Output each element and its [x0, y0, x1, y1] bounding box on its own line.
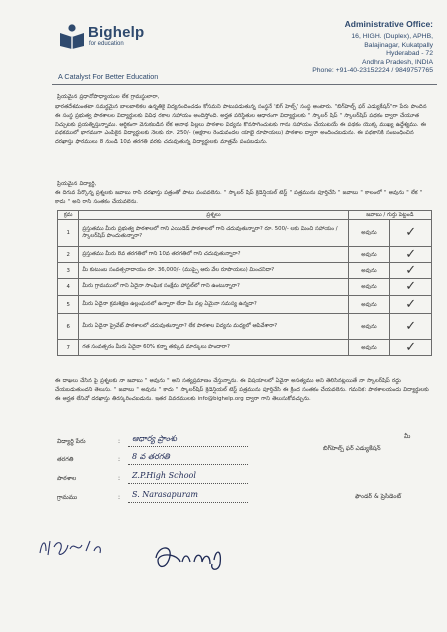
office-line: Hyderabad - 72: [386, 50, 433, 58]
declaration-paragraph: ఈ దాఖలు చేసిన పై ప్రశ్నలకు నా జవాబు " అవును " అని సత్యప్రమాణం చేస్తున్నాను. ఈ విషయాలలో ఏవైనా అసత్యము అని తెలిసినట్లయితే నా స్కాలర్‌షిప్ రద్దు చేయబడుతుందని తెలుసు. " జవాబు " అవును " కాదు " స్కాలర్‌షిప్ క్రెడెన్షియల్ టెస్ట్ పత్రమును పూర్తిచేసి ఈ క్రింద సంతకం చేయవలెను. గమనిక: పాఠశాలయందు విద్యార్థులకు ఈ అర్హత లేనిచో దరఖాస్తు తిరస్కరించబడును. ఇతర వివరములకు info@bighelp.org ద్వారా గాని తెలుసుకోవచ్చును.: [55, 378, 429, 402]
row-question: ప్రస్తుతము మీరు 8వ తరగతిలో గాని 10వ తరగతిలో గాని చదువుతున్నారా?: [79, 247, 348, 263]
tick-mark-icon: ✓: [390, 314, 432, 340]
office-title: Administrative Office:: [344, 19, 433, 29]
office-address: [253, 19, 433, 76]
table-row: [58, 314, 432, 340]
row-answer: అవును: [348, 220, 390, 247]
tick-mark-icon: ✓: [390, 296, 432, 314]
name-underline: [128, 446, 248, 447]
village-underline: [128, 502, 248, 503]
row-answer: అవును: [348, 263, 390, 279]
greeting: ప్రియమైన ప్రధానోపాధ్యాయుల లేక గ్రామస్థులారా,: [57, 94, 160, 100]
intro-paragraph: భారతదేశమంతటా సమర్థమైన బాలబాలికల ఉన్నతికై విద్యనందించడం కోసమని పాటుపడుతున్న సంస్థనే 'బిగ్ హెల్ప్' సంస్థ అంటారు. "బిగ్‌హెల్ప్ ఫర్ ఎడ్యుకేషన్"గా పేరు పొందిన ఈ సంస్థ ప్రభుత్వ పాఠశాలల విద్యార్థులకు వివిధ రకాల సహాయం అందిస్తోంది. అర్హత పరిస్థితుల ఆధారంగా విద్యార్థులకు " స్కాలర్ షిప్ " స్కాలర్‌షిప్ పథకం ద్వారా చేయూత నిచ్చుటకు ప్రయత్నిస్తున్నాము. ఆర్థికంగా వెనుకబడిన లేక అనాథ పిల్లలు పాఠశాల విద్యను కొనసాగించుటకు గాను సహాయం చేయుటయే ఈ పథకం యొక్క ముఖ్య ఉద్దేశ్యము. ఈ పథకములో భాగముగా ఎంపికైన విద్యార్థులకు నెలకు రూ. 250/- (అక్షరాల రెండువందల యాభై రూపాయలు) పాఠశాల ద్వారా అందించబడును. ఈ పథకానికి సంబంధించిన దరఖాస్తు ఫారములు 8 నుండి 10వ తరగతి వరకు చదువుతున్న విద్యార్థులకు మాత్రమే పంపబడును.: [55, 104, 427, 146]
row-number: 1: [58, 220, 79, 247]
col-question: ప్రశ్నలు: [79, 211, 348, 220]
student-signature: [150, 540, 230, 574]
row-number: 4: [58, 279, 79, 296]
organization-signoff: బిగ్‌హెల్ప్ ఫర్ ఎడ్యుకేషన్: [323, 445, 381, 452]
row-question: మీ కుటుంబ సంవత్సరాదాయం రూ. 36,000/- (ముప్పై ఆరు వేల రూపాయలు) మించనిదా?: [79, 263, 348, 279]
row-answer: అవును: [348, 279, 390, 296]
row-question: మీరు ఏదైనా క్రమశిక్షణ ఉల్లంఘనలో ఉన్నారా లేదా మీ వల్ల ఏమైనా సమస్య ఉన్నదా?: [79, 296, 348, 314]
row-question: మీరు ఏదైనా ప్రైవేట్ పాఠశాలలో చదువుతున్నారా? లేక పాఠశాల విద్యను మధ్యలో ఆపివేశారా?: [79, 314, 348, 340]
row-number: 5: [58, 296, 79, 314]
student-name-value: ఆధార్య ప్రాంశు: [132, 434, 178, 443]
header-divider: [52, 84, 437, 85]
table-row: [58, 296, 432, 314]
col-serial: క్రమ: [58, 211, 79, 220]
office-phone: Phone: +91-40-23152224 / 9849757765: [312, 67, 433, 75]
table-row: [58, 220, 432, 247]
row-answer: అవును: [348, 296, 390, 314]
village-value: S. Narasapuram: [132, 490, 198, 499]
regards-label: మీ: [404, 433, 411, 440]
row-answer: అవును: [348, 340, 390, 356]
brand-subtitle: for education: [89, 41, 124, 47]
tick-mark-icon: ✓: [390, 340, 432, 356]
tick-mark-icon: ✓: [390, 279, 432, 296]
table-row: [58, 279, 432, 296]
row-number: 3: [58, 263, 79, 279]
table-row: [58, 263, 432, 279]
class-label: తరగతి: [57, 456, 74, 463]
instructions-paragraph: ఈ దిగువ పేర్కొన్న ప్రశ్నలకు జవాబు రాసి దరఖాస్తు పత్రంతో పాటు పంపవలెను. " స్కాలర్ షిప్ క్రెడెన్షియల్ టెస్ట్ " పత్రమును పూర్తిచేసి " జవాబు " కాలంలో " అవును " లేక " కాదు " అని రాసి సంతకం చేయవలెను.: [55, 190, 423, 205]
student-salutation: ప్రియమైన విద్యార్థి,: [57, 181, 97, 187]
row-number: 2: [58, 247, 79, 263]
class-underline: [128, 464, 248, 465]
tick-mark-icon: ✓: [390, 263, 432, 279]
student-name-label: విద్యార్థి పేరు: [57, 438, 86, 445]
school-underline: [128, 483, 248, 484]
tagline: A Catalyst For Better Education: [58, 72, 159, 81]
table-header-row: [58, 211, 432, 220]
tick-mark-icon: ✓: [390, 220, 432, 247]
office-line: 16, HIGH. (Duplex), APHB,: [351, 33, 433, 40]
office-line: Balajinagar, Kukatpally: [364, 41, 433, 49]
col-answer: జవాబు / గుర్తు పెట్టండి: [348, 211, 431, 220]
school-value: Z.P.High School: [132, 471, 196, 480]
class-value: 8 వ తరగతి: [132, 452, 170, 461]
brand-name: Bighelp: [88, 24, 145, 41]
tick-mark-icon: ✓: [390, 247, 432, 263]
row-answer: అవును: [348, 314, 390, 340]
row-question: గత సంవత్సరం మీరు ఏదైనా 60% కన్నా తక్కువ మార్కులు పొందారా?: [79, 340, 348, 356]
row-number: 6: [58, 314, 79, 340]
headmaster-signature: [36, 533, 116, 559]
row-question: మీరు గ్రామములో గాని ఏదైనా సాంఘిక సంక్షేమ హాస్టల్‌లో గాని ఉంటున్నారా?: [79, 279, 348, 296]
office-line: Andhra Pradesh, INDIA: [361, 58, 433, 66]
table-row: [58, 247, 432, 263]
president-title: ఫౌండర్ & ప్రెసిడెంట్: [355, 493, 402, 500]
village-label: గ్రామము: [57, 494, 78, 501]
eligibility-table: [57, 210, 432, 356]
row-question: ప్రస్తుతము మీరు ప్రభుత్వ పాఠశాలలో గాని ఎయిడెడ్ పాఠశాలలో గాని చదువుతున్నారా? రూ. 500/- లకు మించి సహాయం / స్కాలర్‌షిప్ పొందుతున్నారా?: [79, 220, 348, 247]
table-row: [58, 340, 432, 356]
school-label: పాఠశాల: [57, 475, 77, 482]
row-answer: అవును: [348, 247, 390, 263]
letter-page: Bighelp for education A Catalyst For Better Education Administrative Office: 16, HIGH. (Duplex), APHB, Balajinagar, Kukatpally Hyderabad - 72 Andhra Pradesh, INDIA Phone: +91-40-23152224 / 9849757765 ప్రియమైన ప్రధానోపాధ్యాయుల లేక గ్రామస్థులారా, భారతదేశమంతటా సమర్థమైన బాలబాలికల ఉన్నతికై విద్యనందించడం కోసమని పాటుపడుతున్న సంస్థనే 'బిగ్ హెల్ప్' సంస్థ అంటారు. "బిగ్‌హెల్ప్ ఫర్ ఎడ్యుకేషన్"గా పేరు పొందిన ఈ సంస్థ ప్రభుత్వ పాఠశాలల విద్యార్థులకు వివిధ రకాల సహాయం అందిస్తోంది. అర్హత పరిస్థితుల ఆధారంగా విద్యార్థులకు " స్కాలర్ షిప్ " స్కాలర్‌షిప్ పథకం ద్వారా చేయూత నిచ్చుటకు ప్రయత్నిస్తున్నాము. ఆర్థికంగా వెనుకబడిన లేక అనాథ పిల్లలు పాఠశాల విద్యను కొనసాగించుటకు గాను సహాయం చేయుటయే ఈ పథకం యొక్క ముఖ్య ఉద్దేశ్యము. ఈ పథకములో భాగముగా ఎంపికైన విద్యార్థులకు నెలకు రూ. 250/- (అక్షరాల రెండువందల యాభై రూపాయలు) పాఠశాల ద్వారా అందించబడును. ఈ పథకానికి సంబంధించిన దరఖాస్తు ఫారములు 8 నుండి 10వ తరగతి వరకు చదువుతున్న విద్యార్థులకు మాత్రమే పంపబడును. ప్రియమైన విద్యార్థి, ఈ దిగువ పేర్కొన్న ప్రశ్నలకు జవాబు రాసి దరఖాస్తు పత్రంతో పాటు పంపవలెను. " స్కాలర్ షిప్ క్రెడెన్షియల్ టెస్ట్ " పత్రమును పూర్తిచేసి " జవాబు " కాలంలో " అవును " లేక " కాదు " అని రాసి సంతకం చేయవలెను. క్రమ ప్రశ్నలు జవాబు / గుర్తు పెట్టండి 1 ప్రస్తుతము మీరు ప్రభుత్వ పాఠశాలలో గాని ఎయిడెడ్ పాఠశాలలో గాని చదువుతున్నారా? రూ. 500/- లకు మించి సహాయం / స్కాలర్‌షిప్ పొందుతున్నారా? అవును ✓ 2 ప్రస్తుతము మీరు 8వ తరగతిలో గాని 10వ తరగతిలో గాని చదువుతున్నారా? అవును ✓ 3 మీ కుటుంబ సంవత్సరాదాయం రూ. 36,000/- (ముప్పై ఆరు వేల రూపాయలు) మించనిదా? అవును ✓ 4 మీరు గ్రామములో గాని ఏదైనా సాంఘిక సంక్షేమ హాస్టల్‌లో గాని ఉంటున్నారా? అవును ✓ 5 మీరు ఏదైనా క్రమశిక్షణ ఉల్లంఘనలో ఉన్నారా లేదా మీ వల్ల ఏమైనా సమస్య ఉన్నదా? అవును ✓ 6 మీరు ఏదైనా ప్రైవేట్ పాఠశాలలో చదువుతున్నారా? లేక పాఠశాల విద్యను మధ్యలో ఆపివేశారా? అవును ✓ 7 గత సంవత్సరం మీరు ఏదైనా 60% కన్నా తక్కువ మార్కులు పొందారా? అవును ✓ ఈ దాఖలు చేసిన పై ప్రశ్నలకు నా జవాబు " అవును " అని సత్యప్రమాణం చేస్తున్నాను. ఈ విషయాలలో ఏవైనా అసత్యము అని తెలిసినట్లయితే నా స్కాలర్‌షిప్ రద్దు చేయబడుతుందని తెలుసు. " జవాబు " అవును " కాదు " స్కాలర్‌షిప్ క్రెడెన్షియల్ టెస్ట్ పత్రమును పూర్తిచేసి ఈ క్రింద సంతకం చేయవలెను. గమనిక: పాఠశాలయందు విద్యార్థులకు ఈ అర్హత లేనిచో దరఖాస్తు తిరస్కరించబడును. ఇతర వివరములకు info@bighelp.org ద్వారా గాని తెలుసుకోవచ్చును. విద్యార్థి పేరు : ఆధార్య ప్రాంశు తరగతి : 8 వ తరగతి పాఠశాల : Z.P.High School గ్రామము : S. Narasapuram మీ బిగ్‌హెల్ప్ ఫర్ ఎడ్యుకేషన్ ఫౌండర్ & ప్రెసిడెంట్: [0, 0, 447, 632]
book-logo-icon: [58, 23, 86, 49]
row-number: 7: [58, 340, 79, 356]
